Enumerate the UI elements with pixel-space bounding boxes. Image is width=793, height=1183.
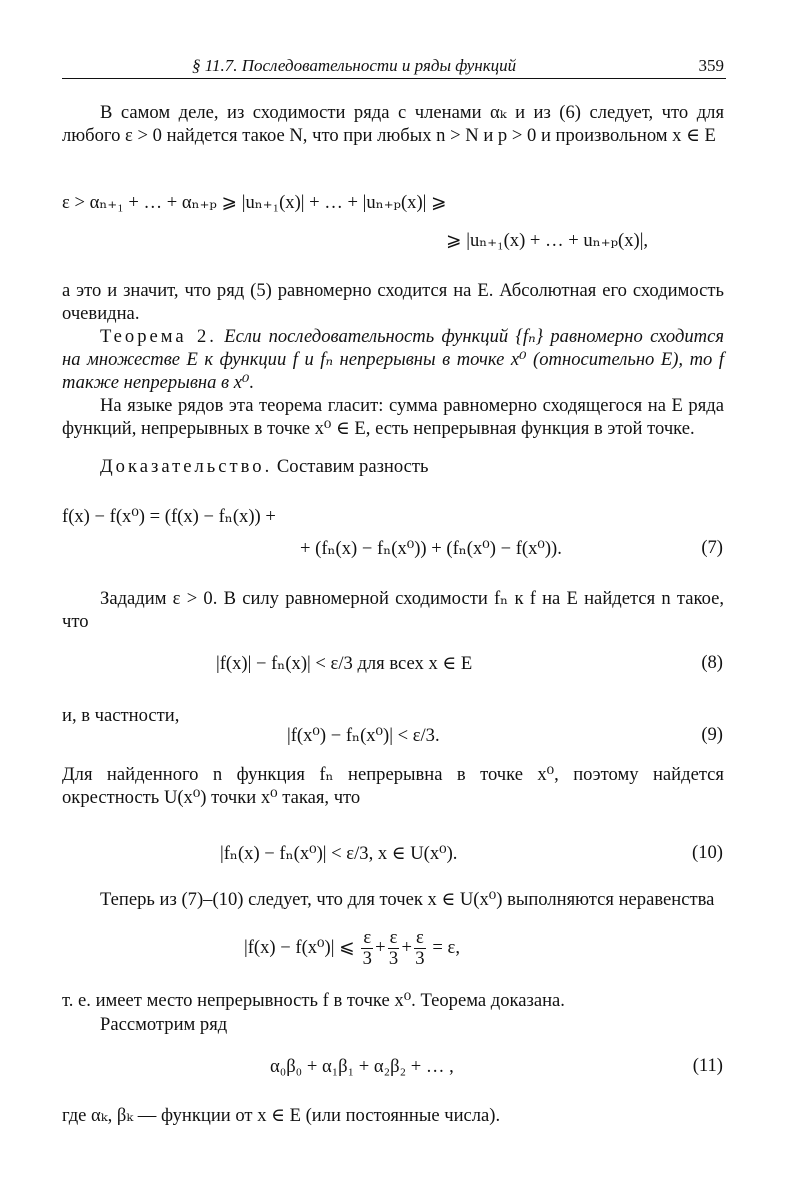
inequality-sum: |f(x) − f(x⁰)| ⩽ $\frac{\varepsilon}{3}$ + $\frac{\varepsilon}{3}$ + $\frac{\varepsilon}{3}$ = ε, xyxy=(244,927,460,970)
paragraph-1: В самом деле, из сходимости ряда с членами αₖ и из (6) следует, что для любого ε > 0 найдется такое N, что при любых n > N и p > 0 и произвольном x ∈ E xyxy=(62,102,724,146)
equation-8: |f(x)| − fₙ(x)| < ε/3 для всех x ∈ E xyxy=(216,653,473,674)
equation-7-line-1: f(x) − f(x⁰) = (f(x) − fₙ(x)) + xyxy=(62,506,276,527)
proof-intro xyxy=(62,455,724,478)
theorem-2 xyxy=(62,325,724,394)
paragraph-5: и, в частности, xyxy=(62,705,180,726)
sum-left: |f(x) − f(x⁰)| ⩽ xyxy=(244,937,355,958)
proof-label: Доказательство. xyxy=(100,456,273,477)
fraction-3: $\frac{\varepsilon}{3}$ xyxy=(415,927,425,970)
paragraph-6: Для найденного n функция fₙ непрерывна в точке x⁰, поэтому найдется окрестность U(x⁰) точки x⁰ такая, что xyxy=(62,764,724,808)
paragraph-10: где αₖ, βₖ — функции от x ∈ E (или постоянные числа). xyxy=(62,1105,501,1126)
equation-number-7: (7) xyxy=(701,537,723,558)
equation-10: |fₙ(x) − fₙ(x⁰)| < ε/3, x ∈ U(x⁰). xyxy=(220,843,458,864)
equation-9: |f(x⁰) − fₙ(x⁰)| < ε/3. xyxy=(287,725,440,746)
inequality-line-2: ⩾ |uₙ₊₁(x) + … + uₙ₊ₚ(x)|, xyxy=(446,230,649,251)
theorem-statement: Если последовательность функций {fₙ} равномерно сходится на множестве E к функции f и fₙ непрерывны в точке x⁰ (относительно E), то f также непрерывна в x⁰. xyxy=(62,326,724,393)
equation-number-9: (9) xyxy=(701,724,723,745)
paragraph-8: т. е. имеет место непрерывность f в точке x⁰. Теорема доказана. xyxy=(62,990,565,1011)
paragraph-7: Теперь из (7)–(10) следует, что для точек x ∈ U(x⁰) выполняются неравенства xyxy=(100,889,715,910)
fraction-1: $\frac{\varepsilon}{3}$ xyxy=(362,927,372,970)
paragraph-2: а это и значит, что ряд (5) равномерно сходится на E. Абсолютная его сходимость очевидна. xyxy=(62,280,724,324)
sum-right: = ε, xyxy=(432,937,460,958)
paragraph-4: Зададим ε > 0. В силу равномерной сходимости fₙ к f на E найдется n такое, что xyxy=(62,588,724,632)
equation-number-11: (11) xyxy=(692,1055,723,1076)
paragraph-3: На языке рядов эта теорема гласит: сумма равномерно сходящегося на E ряда функций, непрерывных в точке x⁰ ∈ E, есть непрерывная функция в этой точке. xyxy=(62,395,724,439)
theorem-label: Теорема 2. xyxy=(100,326,217,347)
running-header xyxy=(62,56,726,79)
equation-11: α₀β₀ + α₁β₁ + α₂β₂ + … , xyxy=(270,1056,454,1077)
inequality-line-1: ε > αₙ₊₁ + … + αₙ₊ₚ ⩾ |uₙ₊₁(x)| + … + |uₙ₊ₚ(x)| ⩾ xyxy=(62,192,447,213)
paragraph-9: Рассмотрим ряд xyxy=(100,1014,228,1035)
equation-7-line-2: + (fₙ(x) − fₙ(x⁰)) + (fₙ(x⁰) − f(x⁰)). xyxy=(300,538,562,559)
page-number: 359 xyxy=(698,56,724,75)
equation-number-10: (10) xyxy=(692,842,723,863)
equation-number-8: (8) xyxy=(701,652,723,673)
running-title: § 11.7. Последовательности и ряды функций xyxy=(192,56,517,75)
fraction-2: $\frac{\varepsilon}{3}$ xyxy=(388,927,399,970)
proof-text: Составим разность xyxy=(276,456,429,477)
